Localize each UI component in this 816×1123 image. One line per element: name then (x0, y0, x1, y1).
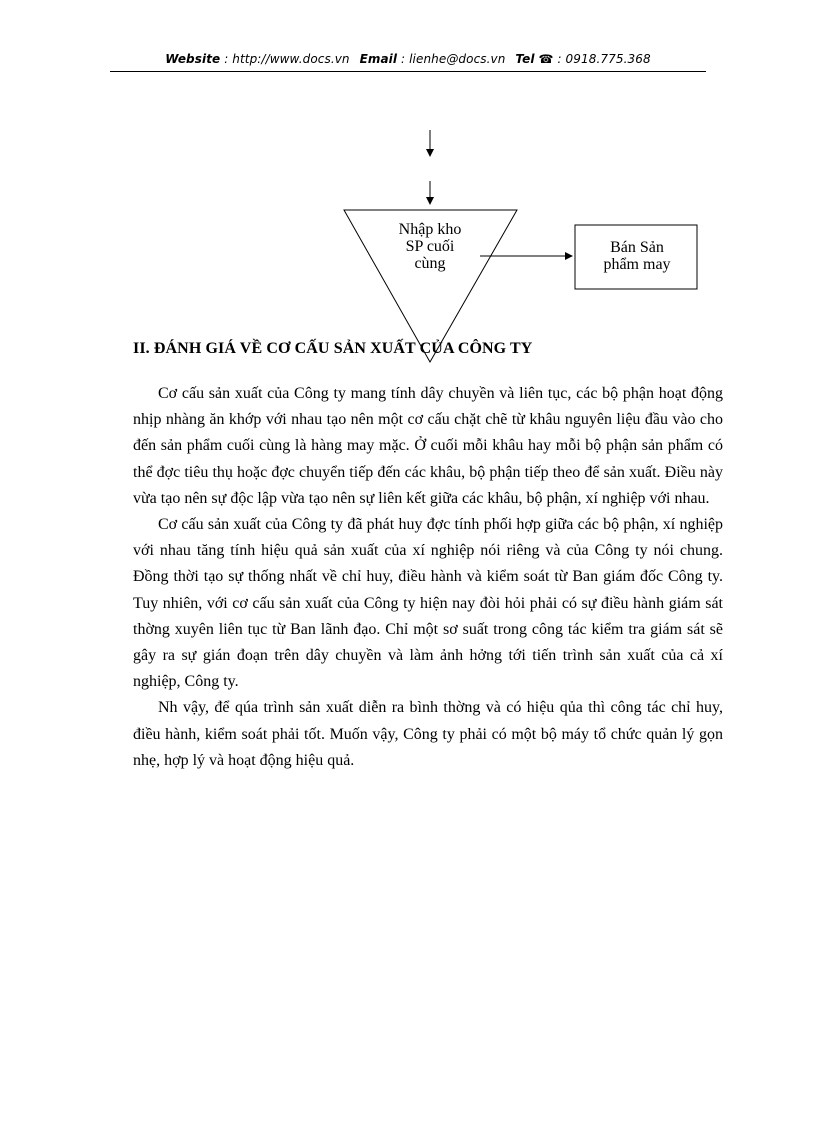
triangle-line-2: SP cuối (405, 238, 455, 255)
tel-value: : 0918.775.368 (557, 52, 651, 66)
email-value: : lienhe@docs.vn (401, 52, 506, 66)
section-heading: II. ĐÁNH GIÁ VỀ CƠ CẤU SẢN XUẤT CỦA CÔNG TY (133, 340, 533, 357)
body-text (133, 381, 723, 774)
triangle-line-3: cùng (414, 255, 446, 272)
tel-label: Tel (515, 52, 535, 66)
box-label (578, 239, 696, 273)
paragraph-1: Cơ cấu sản xuất của Công ty mang tính dây chuyền và liên tục, các bộ phận hoạt động nhịp nhàng ăn khớp với nhau tạo nên một cơ cấu chặt chẽ từ khâu nguyên liệu đầu vào cho đến sản phẩm cuối cùng là hàng may mặc. Ở cuối mỗi khâu hay mỗi bộ phận sản phẩm có thể đợc tiêu thụ hoặc đợc chuyển tiếp đến các khâu, bộ phận tiếp theo để sản xuất. Điều này vừa tạo nên sự độc lập vừa tạo nên sự liên kết giữa các khâu, bộ phận, xí nghiệp với nhau. (133, 385, 723, 507)
flow-diagram (0, 0, 816, 380)
website-label: Website (165, 52, 221, 66)
paragraph-2: Cơ cấu sản xuất của Công ty đã phát huy đợc tính phối hợp giữa các bộ phận, xí nghiệp với nhau tăng tính hiệu quả sản xuất của xí nghiệp nói riêng và của Công ty nói chung. Đồng thời tạo sự thống nhất về chỉ huy, điều hành và kiểm soát từ Ban giám đốc Công ty. Tuy nhiên, với cơ cấu sản xuất của Công ty hiện nay đòi hỏi phải có sự điều hành giám sát thờng xuyên liên tục từ Ban lãnh đạo. Chỉ một sơ suất trong công tác kiểm tra giám sát sẽ gây ra sự gián đoạn trên dây chuyền và làm ảnh hởng tới tiến trình sản xuất của cả xí nghiệp, Công ty. (133, 516, 723, 691)
email-label: Email (359, 52, 398, 66)
phone-icon: ☎ (538, 52, 554, 66)
box-line-1: Bán Sản (610, 239, 664, 256)
paragraph-3: Nh vậy, để qúa trình sản xuất diễn ra bình thờng và có hiệu qủa thì công tác chỉ huy, điều hành, kiểm soát phải tốt. Muốn vậy, Công ty phải có một bộ máy tổ chức quản lý gọn nhẹ, hợp lý và hoạt động hiệu quả. (133, 699, 723, 769)
triangle-label (385, 221, 475, 272)
triangle-line-1: Nhập kho (398, 221, 462, 238)
website-value: : http://www.docs.vn (224, 52, 350, 66)
box-line-2: phẩm may (603, 256, 671, 273)
